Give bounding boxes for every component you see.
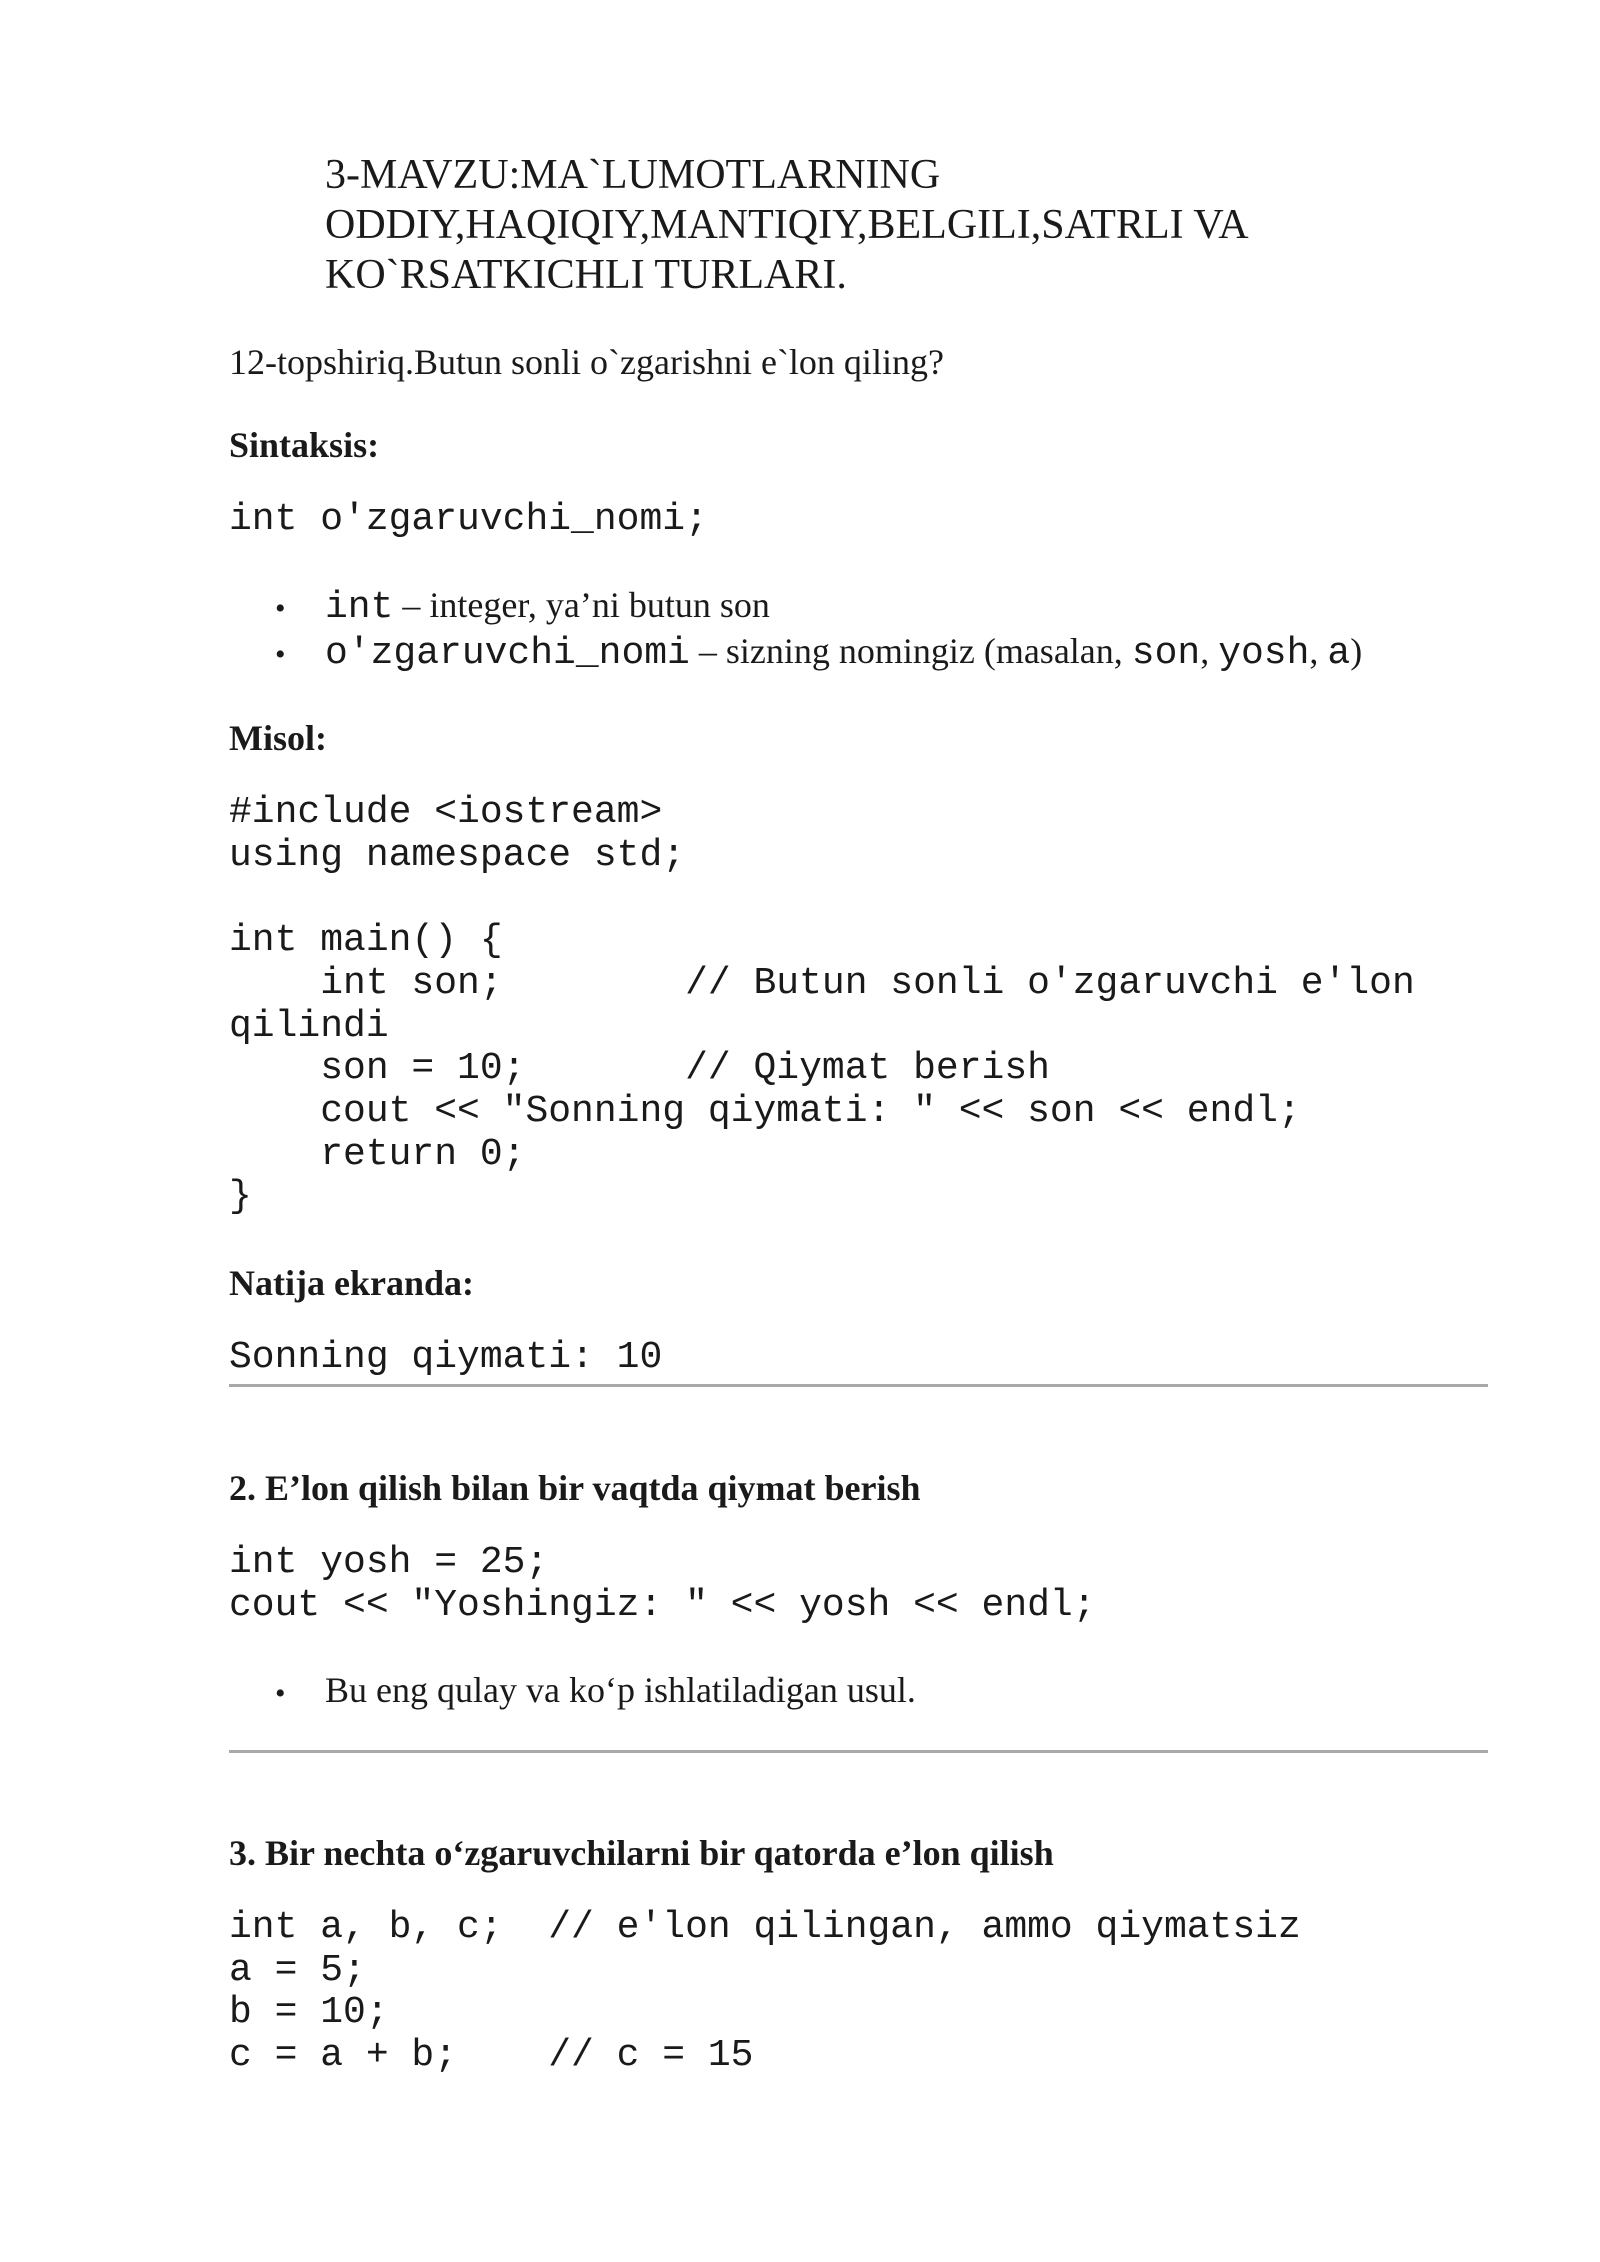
misol-code: #include <iostream> using namespace std; int main() { int son; // Butun sonli o'zgaruvchi e'lon qilindi son = 10; // Qiymat berish cout << "Sonning qiymati: " << son << endl; return 0; } xyxy=(229,791,1415,1219)
section2-heading: 2. E’lon qilish bilan bir vaqtda qiymat berish xyxy=(229,1468,921,1508)
code-inline: int xyxy=(325,586,394,629)
code-inline: son xyxy=(1131,632,1201,675)
section3-code: int a, b, c; // e'lon qilingan, ammo qiymatsiz a = 5; b = 10; c = a + b; // c = 15 xyxy=(229,1906,1301,2078)
bullet-marker: • xyxy=(275,592,286,625)
section3-heading: 3. Bir nechta o‘zgaruvchilarni bir qatorda e’lon qilish xyxy=(229,1833,1054,1873)
title-line-3: KO`RSATKICHLI TURLARI. xyxy=(325,252,847,298)
sintaksis-bullet-1 xyxy=(325,584,770,629)
bullet-marker: • xyxy=(275,638,286,671)
sintaksis-heading: Sintaksis: xyxy=(229,425,380,465)
misol-heading: Misol: xyxy=(229,718,327,758)
horizontal-rule xyxy=(229,1384,1488,1387)
page-title xyxy=(325,150,1249,300)
bullet-marker: • xyxy=(275,1677,286,1710)
sintaksis-code: int o'zgaruvchi_nomi; xyxy=(229,498,708,541)
bullet-text: – sizning nomingiz (masalan, xyxy=(689,631,1132,671)
horizontal-rule xyxy=(229,1750,1488,1753)
code-inline: o'zgaruvchi_nomi xyxy=(325,632,690,675)
bullet-text: ) xyxy=(1350,631,1363,671)
section2-code: int yosh = 25; cout << "Yoshingiz: " << yosh << endl; xyxy=(229,1541,1096,1627)
title-line-2: ODDIY,HAQIQIY,MANTIQIY,BELGILI,SATRLI VA xyxy=(325,202,1249,248)
natija-heading: Natija ekranda: xyxy=(229,1263,474,1303)
section2-bullet: Bu eng qulay va ko‘p ishlatiladigan usul. xyxy=(325,1670,916,1710)
bullet-text: , xyxy=(1309,631,1328,671)
task-text: 12-topshiriq.Butun sonli o`zgarishni e`lon qiling? xyxy=(229,342,944,382)
bullet-text: – integer, ya’ni butun son xyxy=(393,585,770,625)
sintaksis-bullet-2 xyxy=(325,630,1362,675)
natija-output: Sonning qiymati: 10 xyxy=(229,1336,663,1379)
bullet-text: , xyxy=(1200,631,1219,671)
code-inline: yosh xyxy=(1218,632,1310,675)
title-line-1: 3-MAVZU:MA`LUMOTLARNING xyxy=(325,152,941,198)
code-inline: a xyxy=(1327,632,1351,675)
